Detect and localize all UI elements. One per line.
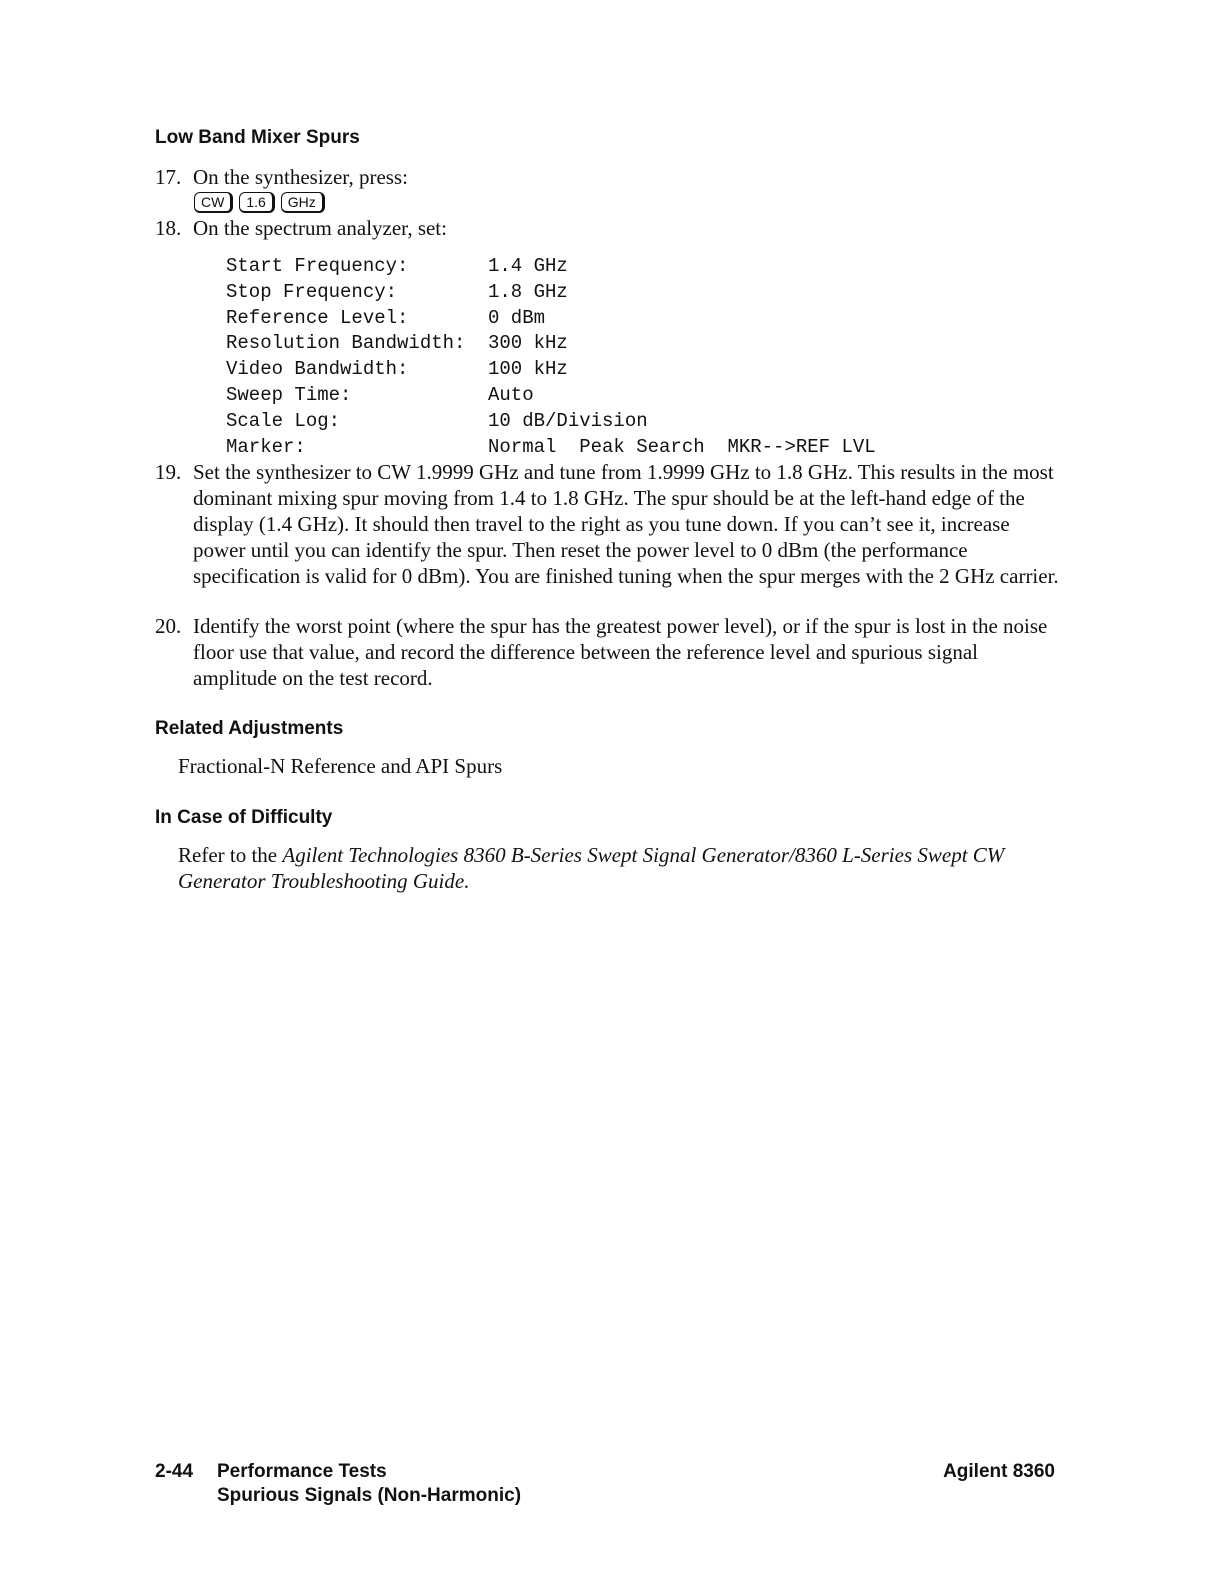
setting-label: Video Bandwidth: bbox=[226, 358, 409, 381]
setting-label: Marker: bbox=[226, 435, 306, 458]
difficulty-text bbox=[178, 842, 1038, 894]
setting-label: Stop Frequency: bbox=[226, 280, 398, 303]
step-number: 19. bbox=[155, 460, 182, 484]
step-number: 20. bbox=[155, 614, 182, 638]
related-adjustments-text: Fractional-N Reference and API Spurs bbox=[178, 754, 503, 778]
setting-value: Normal Peak Search MKR-->REF LVL bbox=[488, 435, 876, 458]
setting-label: Reference Level: bbox=[226, 306, 409, 329]
step-17 bbox=[155, 164, 1065, 190]
footer-section: Spurious Signals (Non-Harmonic) bbox=[217, 1485, 522, 1506]
step-text: On the spectrum analyzer, set: bbox=[193, 216, 447, 240]
step-text: Identify the worst point (where the spur has the greatest power level), or if the spur is lost in the noise floor use that value, and record the difference between the reference level and spurious signal amplitude on the test record. bbox=[193, 614, 1048, 690]
setting-value: 1.4 GHz bbox=[488, 255, 568, 277]
value-key: 1.6 bbox=[239, 192, 274, 213]
step-number: 18. bbox=[155, 216, 182, 240]
step-18 bbox=[155, 215, 1065, 241]
setting-value: 10 dB/Division bbox=[488, 409, 648, 432]
step-19 bbox=[155, 459, 1065, 589]
setting-label: Start Frequency: bbox=[226, 255, 409, 277]
step-text: Set the synthesizer to CW 1.9999 GHz and tune from 1.9999 GHz to 1.8 GHz. This results in the most dominant mixing spur moving from 1.4 to 1.8 GHz. The spur should be at the left-hand edge of the display (1.4 GHz). It should then travel to the right as you tune down. If you can’t see it, increase power until you can identify the spur. Then reset the power level to 0 dBm (the performance specification is valid for 0 dBm). You are finished tuning when the spur merges with the 2 GHz carrier. bbox=[193, 460, 1059, 588]
section-heading-related-adjustments: Related Adjustments bbox=[155, 718, 344, 739]
ghz-key: GHz bbox=[281, 192, 325, 213]
setting-value: 300 kHz bbox=[488, 332, 568, 355]
setting-value: Auto bbox=[488, 383, 534, 406]
footer-product: Agilent 8360 bbox=[943, 1461, 1055, 1482]
setting-value: 1.8 GHz bbox=[488, 280, 568, 303]
footer-page-number: 2-44 bbox=[155, 1461, 194, 1482]
setting-value: 0 dBm bbox=[488, 306, 546, 329]
troubleshooting-guide-title: Agilent Technologies 8360 B-Series Swept Signal Generator/8360 L-Series Swept CW Generator Troubleshooting Guide. bbox=[178, 843, 1005, 893]
setting-value: 100 kHz bbox=[488, 358, 568, 381]
setting-label: Resolution Bandwidth: bbox=[226, 332, 466, 355]
step-20 bbox=[155, 613, 1065, 691]
key-sequence bbox=[194, 192, 325, 213]
section-heading-difficulty: In Case of Difficulty bbox=[155, 807, 333, 828]
section-heading-mixer-spurs: Low Band Mixer Spurs bbox=[155, 127, 360, 148]
cw-key: CW bbox=[194, 192, 233, 213]
step-number: 17. bbox=[155, 165, 182, 189]
setting-label: Sweep Time: bbox=[226, 383, 352, 406]
step-text: On the synthesizer, press: bbox=[193, 165, 408, 189]
footer-chapter: Performance Tests bbox=[217, 1461, 387, 1482]
difficulty-prefix: Refer to the bbox=[178, 843, 283, 867]
setting-label: Scale Log: bbox=[226, 409, 341, 432]
